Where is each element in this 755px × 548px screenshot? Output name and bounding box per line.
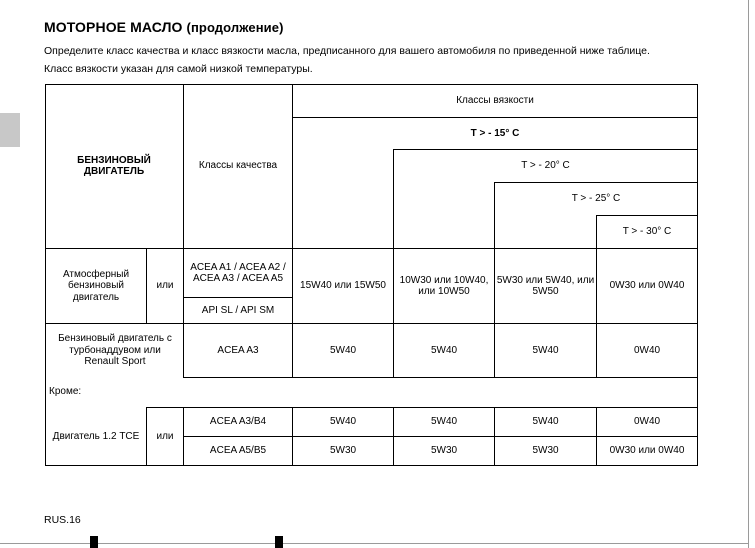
- or-label: или: [156, 280, 174, 292]
- temp-15-header: T > - 15° C: [470, 127, 520, 139]
- viscosity-value: 15W40 или 15W50: [300, 280, 386, 292]
- temp-25-header: T > - 25° C: [571, 193, 621, 205]
- viscosity-value: 0W30 или 0W40: [609, 445, 685, 457]
- table-border-bottom: [45, 465, 697, 466]
- quality-api-list: API SL / API SM: [201, 304, 275, 316]
- viscosity-value: 0W40: [633, 344, 661, 356]
- intro-line-1: Определите класс качества и класс вязкости масла, предписанного для вашего автомобиля по приведенной ниже таблице.: [44, 45, 650, 57]
- engine-tce: Двигатель 1.2 TCE: [52, 430, 140, 442]
- intro-line-2: Класс вязкости указан для самой низкой температуры.: [44, 63, 313, 75]
- engine-turbo: Бензиновый двигатель с турбонаддувом или Renault Sport: [58, 333, 172, 368]
- viscosity-value: 5W40: [430, 416, 458, 428]
- viscosity-value: 5W40: [430, 344, 458, 356]
- or-label: или: [156, 430, 174, 442]
- engine-header: БЕНЗИНОВЫЙ ДВИГАТЕЛЬ: [77, 154, 151, 177]
- except-label: Кроме:: [49, 386, 82, 398]
- quality-acea-list: ACEA A1 / ACEA A2 / ACEA A3 / ACEA A5: [190, 261, 286, 284]
- quality-value: ACEA A3: [217, 344, 259, 356]
- temp-30-header: T > - 30° C: [622, 226, 672, 238]
- quality-value: ACEA A5/B5: [209, 445, 267, 457]
- viscosity-value: 5W30 или 5W40, или 5W50: [496, 274, 595, 297]
- viscosity-value: 5W40: [329, 416, 357, 428]
- viscosity-value: 5W40: [532, 344, 559, 356]
- viscosity-value: 5W30: [532, 445, 559, 457]
- title-main: МОТОРНОЕ МАСЛО: [44, 19, 183, 35]
- viscosity-value: 5W40: [329, 344, 357, 356]
- page-number: RUS.16: [44, 514, 81, 526]
- viscosity-value: 5W40: [532, 416, 559, 428]
- quality-header: Классы качества: [198, 160, 278, 172]
- viscosity-value: 5W30: [329, 445, 357, 457]
- engine-atmospheric: Атмосферный бензиновый двигатель: [62, 268, 130, 303]
- viscosity-value: 5W30: [430, 445, 458, 457]
- viscosity-header: Классы вязкости: [456, 95, 534, 107]
- viscosity-value: 10W30 или 10W40, или 10W50: [399, 274, 489, 297]
- grid-line: [183, 377, 697, 378]
- table-border-right: [697, 84, 698, 466]
- viscosity-value: 0W30 или 0W40: [609, 280, 685, 292]
- temp-20-header: T > - 20° C: [521, 160, 570, 172]
- viscosity-value: 0W40: [633, 416, 661, 428]
- quality-value: ACEA A3/B4: [209, 416, 267, 428]
- title-sub: (продолжение): [186, 20, 284, 35]
